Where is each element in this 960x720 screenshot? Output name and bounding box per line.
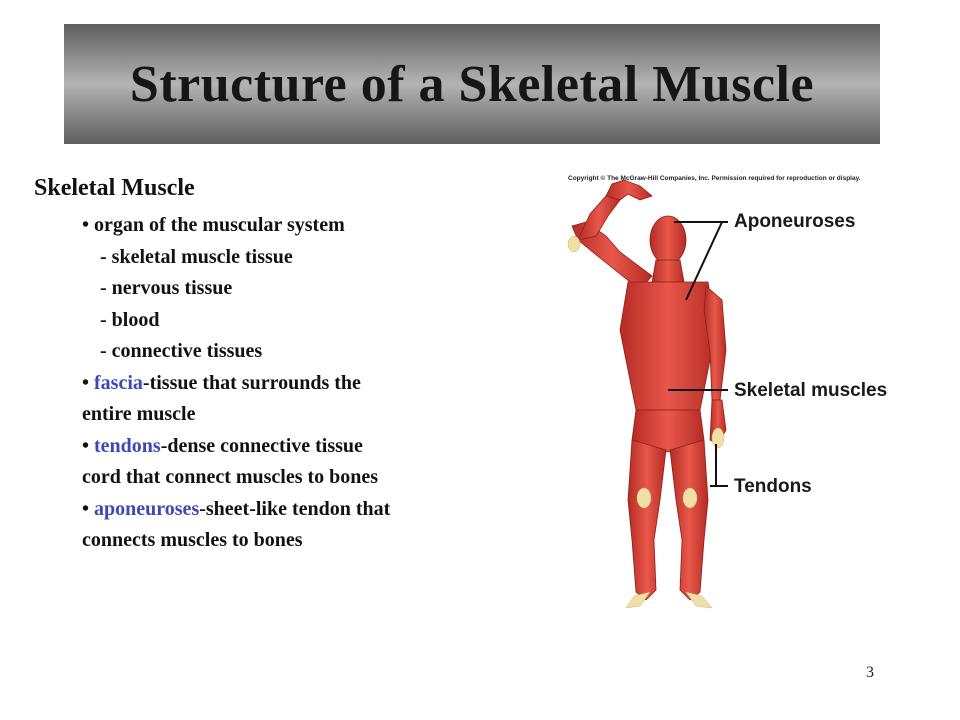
page-number: 3 <box>866 664 874 681</box>
figure-copyright: Copyright © The McGraw-Hill Companies, Inc. Permission required for reproduction or display. <box>568 175 861 182</box>
term-tendons: tendons <box>94 434 161 457</box>
label-aponeuroses: Aponeuroses <box>734 211 856 232</box>
neck <box>652 260 684 282</box>
bullet-tendons: • tendons-dense connective tissue <box>82 434 363 457</box>
bullet-aponeuroses: • aponeuroses-sheet-like tendon that <box>82 497 391 520</box>
label-skeletal-muscles: Skeletal muscles <box>734 380 888 401</box>
head <box>650 216 686 264</box>
slide-title: Structure of a Skeletal Muscle <box>129 55 815 113</box>
content-heading: Skeletal Muscle <box>34 175 195 201</box>
bullet-fascia: • fascia-tissue that surrounds the <box>82 371 361 394</box>
sub-item: - skeletal muscle tissue <box>100 245 293 268</box>
sub-item: - nervous tissue <box>100 277 233 299</box>
content-text <box>34 174 514 557</box>
label-tendons: Tendons <box>734 476 812 497</box>
raised-hand <box>606 180 652 200</box>
bullet-aponeuroses-cont: connects muscles to bones <box>82 529 303 551</box>
bullet-organ: • organ of the muscular system <box>82 214 345 236</box>
term-fascia: fascia <box>94 371 143 394</box>
sub-item: - connective tissues <box>100 340 263 362</box>
term-aponeuroses: aponeuroses <box>94 497 200 520</box>
right-leg <box>670 440 708 600</box>
bullet-tendons-cont: cord that connect muscles to bones <box>82 466 379 488</box>
title-bar <box>64 24 880 144</box>
left-leg <box>628 440 666 600</box>
sub-item: - blood <box>100 308 160 331</box>
leader-tendons <box>710 444 728 486</box>
bullet-fascia-cont: entire muscle <box>82 403 196 425</box>
